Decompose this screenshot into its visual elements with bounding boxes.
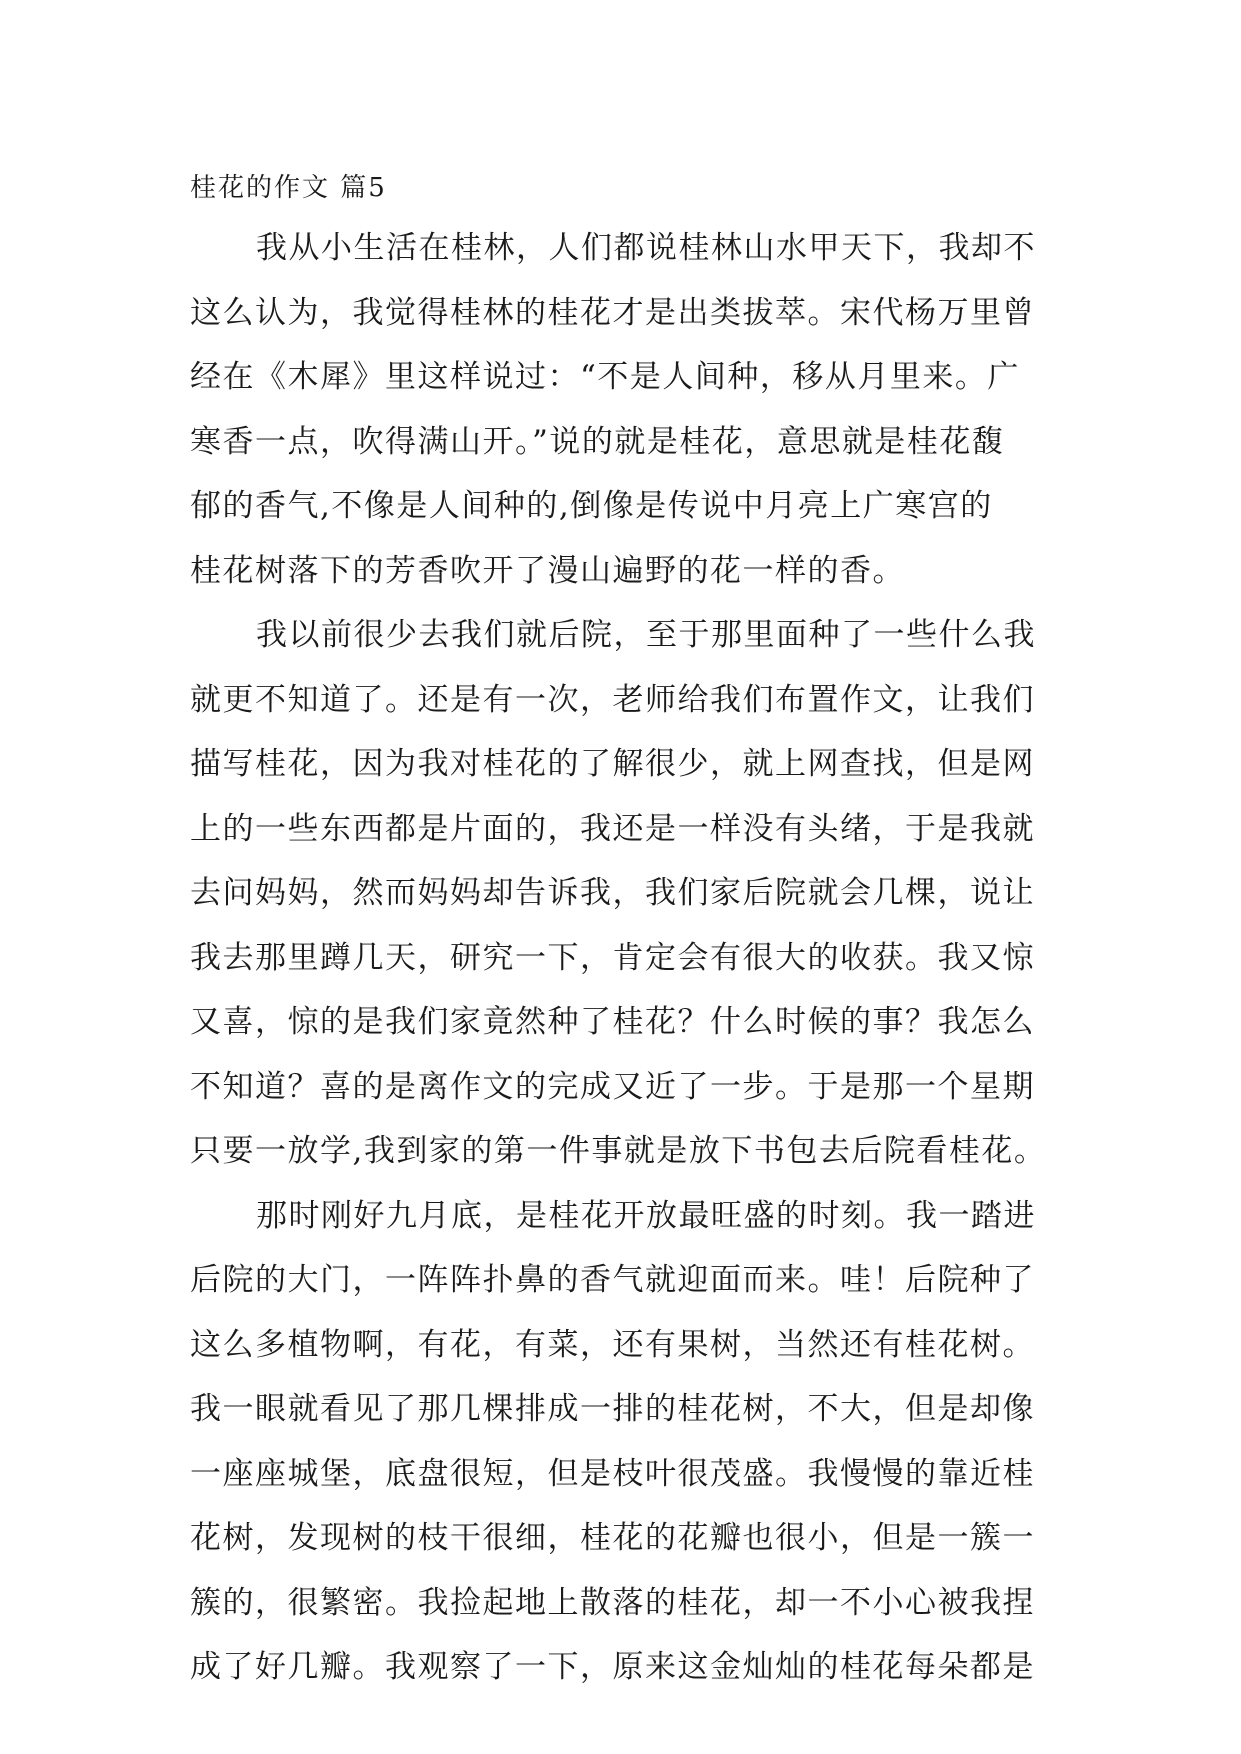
paragraph-line: 我去那里蹲几天，研究一下，肯定会有很大的收获。我又惊 [190, 939, 1035, 976]
document-title: 桂花的作文 篇5 [190, 173, 387, 203]
paragraph-line: 去问妈妈，然而妈妈却告诉我，我们家后院就会几棵，说让 [190, 875, 1035, 911]
paragraph-line: 一座座城堡，底盘很短，但是枝叶很茂盛。我慢慢的靠近桂 [190, 1455, 1035, 1492]
paragraph-line: 郁的香气,不像是人间种的,倒像是传说中月亮上广寒宫的 [190, 488, 993, 524]
paragraph-line: 不知道？喜的是离作文的完成又近了一步。于是那一个星期 [190, 1068, 1035, 1105]
paragraph-line: 描写桂花，因为我对桂花的了解很少，就上网查找，但是网 [190, 746, 1035, 782]
paragraph-line: 我从小生活在桂林，人们都说桂林山水甲天下，我却不 [256, 230, 1036, 266]
paragraph-line: 又喜，惊的是我们家竟然种了桂花？什么时候的事？我怎么 [190, 1004, 1035, 1040]
paragraph-line: 寒香一点，吹得满山开。”说的就是桂花，意思就是桂花馥 [190, 423, 1005, 460]
paragraph-line: 上的一些东西都是片面的，我还是一样没有头绪，于是我就 [190, 810, 1035, 847]
paragraph-line: 就更不知道了。还是有一次，老师给我们布置作文，让我们 [190, 681, 1035, 718]
paragraph-line: 后院的大门，一阵阵扑鼻的香气就迎面而来。哇！后院种了 [190, 1262, 1035, 1298]
document-body [190, 216, 1090, 1700]
paragraph-line: 花树，发现树的枝干很细，桂花的花瓣也很小，但是一簇一 [190, 1520, 1035, 1556]
paragraph-line: 经在《木犀》里这样说过：“不是人间种，移从月里来。广 [190, 359, 1020, 395]
paragraph-line: 我以前很少去我们就后院，至于那里面种了一些什么我 [256, 617, 1036, 653]
paragraph-line: 那时刚好九月底，是桂花开放最旺盛的时刻。我一踏进 [256, 1197, 1036, 1234]
paragraph-line: 这么认为，我觉得桂林的桂花才是出类拔萃。宋代杨万里曾 [190, 294, 1035, 331]
paragraph-line: 只要一放学,我到家的第一件事就是放下书包去后院看桂花。 [190, 1133, 1047, 1169]
paragraph-line: 这么多植物啊，有花，有菜，还有果树，当然还有桂花树。 [190, 1326, 1035, 1363]
paragraph-line: 成了好几瓣。我观察了一下，原来这金灿灿的桂花每朵都是 [190, 1649, 1035, 1685]
paragraph-line: 簇的，很繁密。我捡起地上散落的桂花，却一不小心被我捏 [190, 1584, 1035, 1621]
paragraph-line: 桂花树落下的芳香吹开了漫山遍野的花一样的香。 [190, 552, 905, 589]
paragraph-line: 我一眼就看见了那几棵排成一排的桂花树，不大，但是却像 [190, 1391, 1035, 1427]
